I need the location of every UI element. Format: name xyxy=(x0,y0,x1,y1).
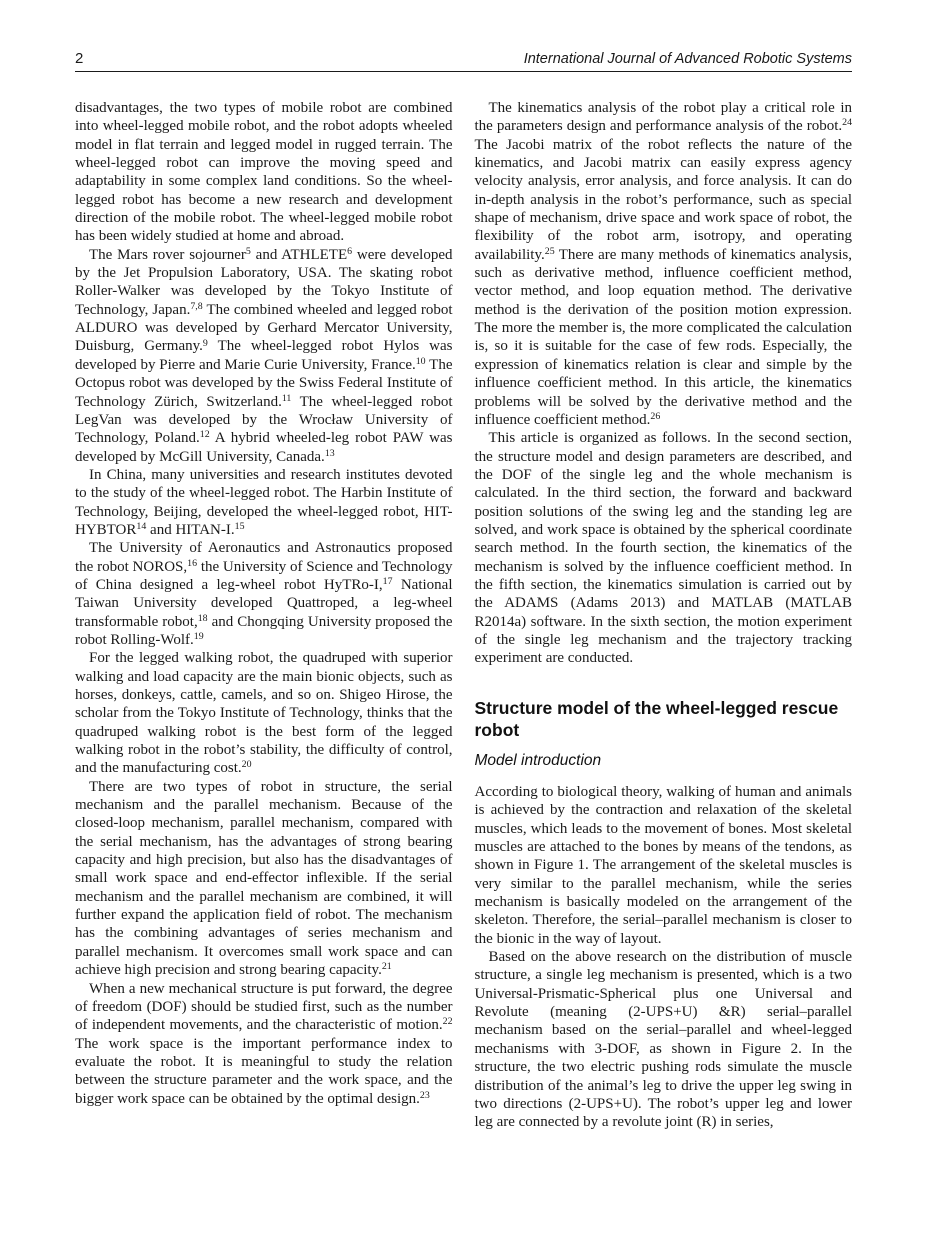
paragraph: There are two types of robot in structure, the serial mechanism and the parallel mechanism. Because of the closed-loop mechanism, parallel mechanism, compared with the serial mechanism, has the advantages of strong bearing capacity and high precision, but also has the disadvantages of small work space and end-effector inflexible. If the serial mechanism and the parallel mechanism are combined, it will further expand the application field of robot. The mechanism has the combining advantages of series mechanism and parallel mechanism. It overcomes small work space and can achieve high precision and strong bearing capacity.$^{21}$ xyxy=(75,778,453,979)
reference-superscript: 13 xyxy=(324,447,335,459)
reference-superscript: 15 xyxy=(234,520,245,532)
subsection-heading: Model introduction xyxy=(474,751,602,769)
reference-superscript: 23 xyxy=(419,1089,430,1101)
reference-superscript: 20 xyxy=(241,759,252,771)
paragraph: This article is organized as follows. In the second section, the structure model and design parameters are described, and the DOF of the single leg and the whole mechanism is calculated. In the third section, the forward and backward position solutions of the swing leg and the standing leg are solved, and work space is obtained by the spherical coordinate search method. In the fourth section, the kinematics of the mechanism is solved by the influence coefficient method. In the fifth section, the kinematics simulation is carried out by the ADAMS (Adams 2013) and MATLAB (MATLAB R2014a) software. In the sixth section, the motion experiment of the single leg mechanism and the trajectory tracking experiment are conducted. xyxy=(474,430,852,667)
paragraph: For the legged walking robot, the quadruped with superior walking and load capacity are the main bionic objects, such as horses, donkeys, cattle, camels, and so on. Shigeo Hirose, the scholar from the Tokyo Institute of Technology, thinks that the quadruped walking robot is the best form of the legged walking robot in the robot’s stability, the difficulty of control, and the manufacturing cost.$^{20}$ xyxy=(75,650,453,777)
paragraph: The kinematics analysis of the robot play a critical role in the parameters design and performance analysis of the robot.$^{24}$ The Jacobi matrix of the robot reflects the nature of the kinematics, and Jacobi matrix can easily express agency velocity analysis, error analysis, and force analysis. It can do in-depth analysis in the robot’s performance, such as special shape of mechanism, drive space and work space of robot, the flexibility of the robot arm, isotropy, and operating availability.$^{25}$ There are many methods of kinematics analysis, such as derivative method, influence coefficient method, vector method, and loop equation method. The derivative method is the derivation of the position motion expression. The more the member is, the more complicated the calculation is, so it is suitable for the case of few rods. Especially, the expression of kinematics relation is clear and simple by the influence coefficient method. In this article, the kinematics problems will be solved by the derivative method and the influence coefficient method.$^{26}$ xyxy=(474,100,852,428)
article-body xyxy=(75,99,852,1132)
page-number: 2 xyxy=(75,50,84,67)
paragraph: The Mars rover sojourner$^5$ and ATHLETE$^6$ were developed by the Jet Propulsion Laboratory, USA. The skating robot Roller-Walker was developed by the Tokyo Institute of Technology, Japan.$^{7,8}$ The combined wheeled and legged robot ALDURO was developed by Gerhard Mercator University, Duisburg, Germany.$^9$ The wheel-legged robot Hylos was developed by Pierre and Marie Curie University, France.$^{10}$ The Octopus robot was developed by the Swiss Federal Institute of Technology Zürich, Switzerland.$^{11}$ The wheel-legged robot LegVan was developed by the Wrocław University of Technology, Poland.$^{12}$ A hybrid wheeled-leg robot PAW was developed by McGill University, Canada.$^{13}$ xyxy=(75,245,453,465)
reference-superscript: 6 xyxy=(347,245,353,257)
paragraph: According to biological theory, walking of human and animals is achieved by the contraction and relaxation of the skeletal muscles, which leads to the movement of bones. Most skeletal muscles are attached to the bones by means of the tendons, as shown in Figure 1. The arrangement of the skeletal muscles is very similar to the parallel mechanism, while the series mechanism is basically modeled on the arrangement of the skeleton. Therefore, the serial–parallel mechanism is closer to the bionic in the way of layout. xyxy=(474,784,852,947)
reference-superscript: 14 xyxy=(136,520,147,532)
reference-superscript: 16 xyxy=(187,557,198,569)
reference-superscript: 9 xyxy=(202,337,208,349)
reference-superscript: 19 xyxy=(193,631,204,643)
left-column xyxy=(75,99,453,1132)
reference-superscript: 7,8 xyxy=(190,300,203,312)
header-rule xyxy=(75,71,852,72)
reference-superscript: 21 xyxy=(381,961,392,973)
reference-superscript: 18 xyxy=(197,612,208,624)
paragraph: In China, many universities and research institutes devoted to the study of the wheel-legged robot. The Harbin Institute of Technology, Beijing, developed the wheel-legged robot, HIT-HYBTOR$^{14}$ and HITAN-I.$^{15}$ xyxy=(75,466,453,538)
reference-superscript: 26 xyxy=(650,410,661,422)
journal-title: International Journal of Advanced Robotic Systems xyxy=(523,51,852,67)
paragraph: When a new mechanical structure is put forward, the degree of freedom (DOF) should be studied first, such as the number of independent movements, and the characteristic of motion.$^{22}$ The work space is the important performance index to evaluate the robot. It is meaningful to study the relation between the structure parameter and the work space, and the bigger work space can be obtained by the optimal design.$^{23}$ xyxy=(75,980,453,1107)
reference-superscript: 22 xyxy=(442,1016,453,1028)
reference-superscript: 5 xyxy=(245,245,251,257)
reference-superscript: 17 xyxy=(382,576,393,587)
page-header xyxy=(75,0,852,67)
paragraph: Based on the above research on the distribution of muscle structure, a single leg mechanism is presented, which is a two Universal-Prismatic-Spherical plus one Universal and Revolute (meaning (2-UPS+U) &R) serial–parallel mechanism based on the serial–parallel and wheel-legged mechanisms with 3-DOF, as shown in Figure 2. In the structure, the two electric pushing rods simulate the muscle distribution of the animal’s leg to drive the upper leg swing in two directions (2-UPS+U). The robot’s upper leg and lower leg are connected by a revolute joint (R) in series, xyxy=(474,949,852,1131)
reference-superscript: 25 xyxy=(544,245,555,257)
reference-superscript: 10 xyxy=(415,355,426,367)
reference-superscript: 11 xyxy=(281,392,292,404)
section-heading: Structure model of the wheel-legged rescue robot xyxy=(474,697,839,740)
paragraph: disadvantages, the two types of mobile robot are combined into wheel-legged mobile robot, and the robot adopts wheeled model in flat terrain and legged model in rugged terrain. The wheel-legged robot can improve the moving speed and adaptability in some complex land conditions. So the wheel-legged robot has become a new research and development direction of the mobile robot. The wheel-legged mobile robot has been widely studied at home and abroad. xyxy=(75,100,453,245)
reference-superscript: 12 xyxy=(199,429,210,441)
paragraph: The University of Aeronautics and Astronautics proposed the robot NOROS,$^{16}$ the University of Science and Technology of China designed a leg-wheel robot HyTRo-I,$^{17}$ National Taiwan University developed Quattroped, a leg-wheel transformable robot,$^{18}$ and Chongqing University proposed the robot Rolling-Wolf.$^{19}$ xyxy=(75,540,453,648)
reference-superscript: 24 xyxy=(842,117,852,129)
right-column xyxy=(475,99,853,1132)
